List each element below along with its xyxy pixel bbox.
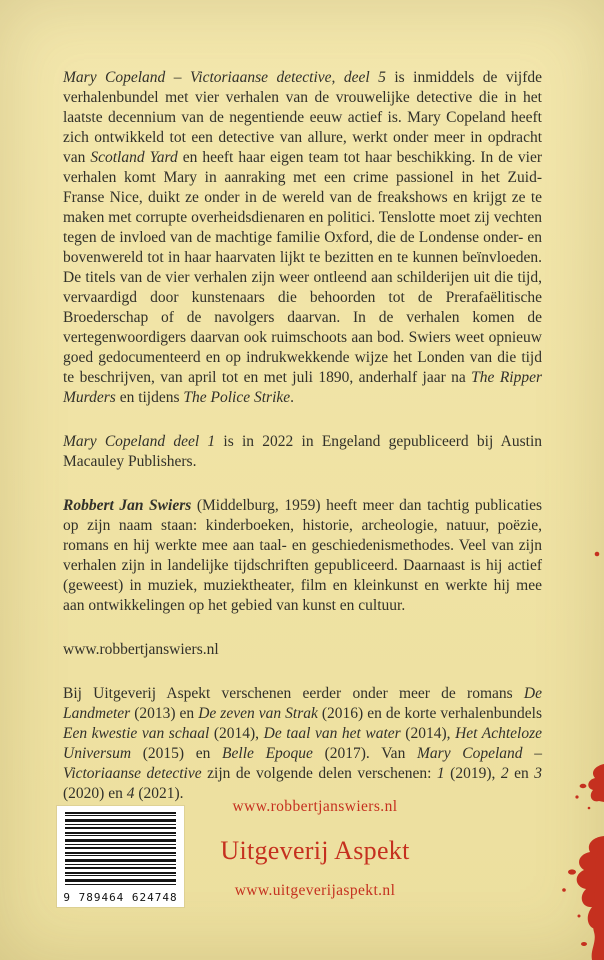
paragraph-publication-note: Mary Copeland deel 1 is in 2022 in Engeland gepubliceerd bij Austin Macauley Publishers.	[63, 433, 542, 470]
paragraph-author-bio: Robbert Jan Swiers (Middelburg, 1959) heeft meer dan tachtig publicaties op zijn naam staan: kinderboeken, historie, archeologie, natuur, poëzie, romans en hij werkte mee aan taal- en geschiedenismethodes. Veel van zijn verhalen zijn in landelijke tijdschriften gepubliceerd. Daarnaast is hij actief (geweest) in muziek, muziektheater, film en kleinkunst en werkte hij mee aan ontwikkelingen op het gebied van kunst en cultuur.	[63, 497, 543, 614]
paragraph-other-works: Bij Uitgeverij Aspekt verschenen eerder onder meer de romans De Landmeter (2013) en De zeven van Strak (2016) en de korte verhalenbundels Een kwestie van schaal (2014), De taal van het water (2014), Het Achteloze Universum (2015) en Belle Epoque (2017). Van Mary Copeland – Victoriaanse detective zijn de volgende delen verschenen: 1 (2019), 2 en 3 (2020) en 4 (2021).	[63, 685, 543, 802]
publisher-footer	[185, 798, 445, 900]
barcode-number: 9 789464 624748	[63, 891, 178, 904]
paint-splatter	[534, 540, 604, 960]
isbn-barcode	[57, 806, 184, 907]
barcode-bars	[65, 812, 176, 885]
author-website-text: www.robbertjanswiers.nl	[63, 641, 219, 658]
publisher-name: Uitgeverij Aspekt	[220, 836, 410, 865]
paragraph-synopsis: Mary Copeland – Victoriaanse detective, deel 5 is inmiddels de vijfde verhalenbundel met vier verhalen van de vrouwelijke detective die in het laatste decennium van de negentiende eeuw actief is. Mary Copeland heeft zich ontwikkeld tot een detective van allure, werkt onder meer in opdracht van Scotland Yard en heeft haar eigen team tot haar beschikking. In de vier verhalen komt Mary in aanraking met een crime passionel in het Zuid-Franse Nice, duikt ze onder in de wereld van de freakshows en krijgt ze te maken met corrupte overheidsdienaren en politici. Tenslotte moet zij vechten tegen de invloed van de machtige familie Oxford, die de Londense onder- en bovenwereld tot in haar haarvaten lijkt te bezitten en te kunnen beïnvloeden. De titels van de vier verhalen zijn weer ontleend aan schilderijen uit die tijd, vervaardigd door kunstenaars die behoorden tot de Prerafaëlitische Broederschap of de navolgers daarvan. In de verhalen komen de vertegenwoordigers daarvan ook ruimschoots aan bod. Swiers weet opnieuw goed gedocumenteerd en op indrukwekkende wijze het Londen van die tijd te beschrijven, van april tot en met juli 1890, anderhalf jaar na The Ripper Murders en tijdens The Police Strike.	[63, 69, 543, 406]
body-text	[63, 68, 542, 804]
author-website-red: www.robbertjanswiers.nl	[232, 798, 398, 815]
publisher-website: www.uitgeverijaspekt.nl	[234, 882, 396, 899]
